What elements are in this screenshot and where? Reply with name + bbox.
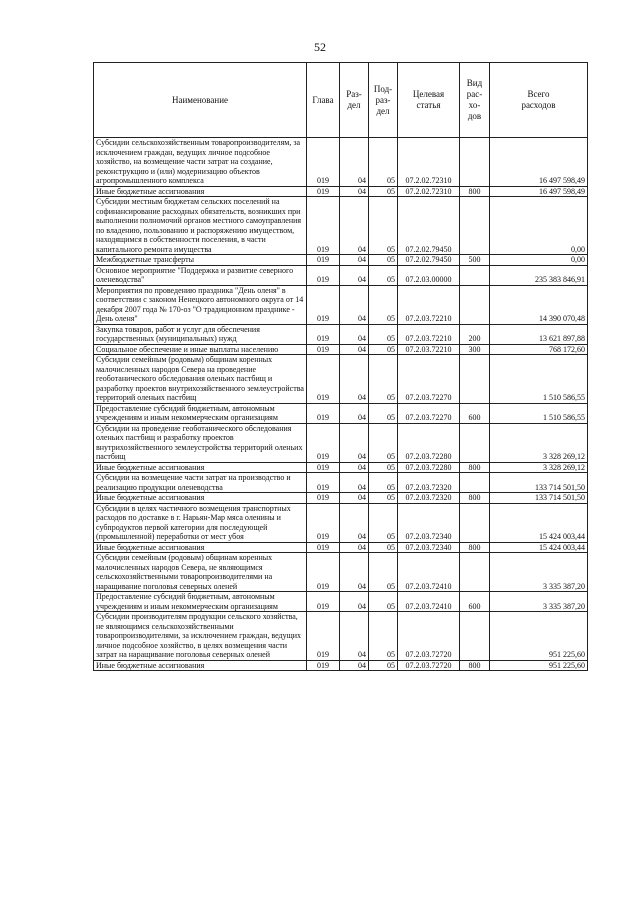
- cell-vid: 300: [460, 344, 490, 355]
- cell-razdel: 04: [340, 255, 369, 266]
- table-row: [94, 660, 588, 671]
- cell-podrazdel: 05: [369, 285, 398, 324]
- cell-vid: 600: [460, 592, 490, 612]
- cell-name: Мероприятия по проведению праздника "День оленя" в соответствии с законом Ненецкого автономного округа от 14 декабря 2007 года № 170-оз "О традиционном празднике - День оленя": [94, 285, 307, 324]
- table-row: [94, 403, 588, 423]
- cell-razdel: 04: [340, 503, 369, 542]
- cell-razdel: 04: [340, 423, 369, 462]
- cell-glava: 019: [307, 592, 340, 612]
- cell-name: Субсидии в целях частичного возмещения транспортных расходов по доставке в г. Нарьян-Мар мяса оленины и субпродуктов первой категории для последующей (промышленной) переработки от мест убоя: [94, 503, 307, 542]
- cell-razdel: 04: [340, 462, 369, 473]
- cell-glava: 019: [307, 186, 340, 197]
- cell-podrazdel: 05: [369, 542, 398, 553]
- cell-name: Иные бюджетные ассигнования: [94, 660, 307, 671]
- cell-podrazdel: 05: [369, 660, 398, 671]
- cell-name: Субсидии на возмещение части затрат на производство и реализацию продукции оленеводства: [94, 473, 307, 493]
- cell-vid: 200: [460, 324, 490, 344]
- cell-podrazdel: 05: [369, 612, 398, 661]
- cell-vid: 800: [460, 542, 490, 553]
- table-row: [94, 324, 588, 344]
- cell-target: 07.2.02.72310: [398, 186, 460, 197]
- cell-target: 07.2.03.72720: [398, 612, 460, 661]
- cell-total: 3 335 387,20: [490, 553, 588, 592]
- table-row: [94, 344, 588, 355]
- cell-target: 07.2.03.72280: [398, 423, 460, 462]
- cell-glava: 019: [307, 493, 340, 504]
- cell-podrazdel: 05: [369, 255, 398, 266]
- cell-podrazdel: 05: [369, 423, 398, 462]
- cell-podrazdel: 05: [369, 462, 398, 473]
- header-glava: Глава: [307, 63, 340, 138]
- cell-glava: 019: [307, 462, 340, 473]
- cell-glava: 019: [307, 355, 340, 404]
- cell-glava: 019: [307, 324, 340, 344]
- cell-name: Иные бюджетные ассигнования: [94, 462, 307, 473]
- cell-razdel: 04: [340, 612, 369, 661]
- cell-podrazdel: 05: [369, 503, 398, 542]
- cell-name: Иные бюджетные ассигнования: [94, 493, 307, 504]
- cell-total: 1 510 586,55: [490, 355, 588, 404]
- cell-name: Закупка товаров, работ и услуг для обеспечения государственных (муниципальных) нужд: [94, 324, 307, 344]
- cell-target: 07.2.03.72340: [398, 542, 460, 553]
- cell-target: 07.2.03.72210: [398, 324, 460, 344]
- cell-razdel: 04: [340, 285, 369, 324]
- header-name: Наименование: [94, 63, 307, 138]
- cell-total: 14 390 070,48: [490, 285, 588, 324]
- cell-total: 768 172,60: [490, 344, 588, 355]
- cell-razdel: 04: [340, 493, 369, 504]
- cell-glava: 019: [307, 285, 340, 324]
- cell-total: 951 225,60: [490, 660, 588, 671]
- cell-podrazdel: 05: [369, 473, 398, 493]
- header-razdel: Раз- дел: [340, 63, 369, 138]
- cell-target: 07.2.03.72210: [398, 285, 460, 324]
- cell-glava: 019: [307, 553, 340, 592]
- cell-name: Субсидии семейным (родовым) общинам коренных малочисленных народов Севера, не являющимся сельскохозяйственными товаропроизводителями на наращивание поголовья северных оленей: [94, 553, 307, 592]
- cell-total: 15 424 003,44: [490, 503, 588, 542]
- cell-target: 07.2.03.72270: [398, 355, 460, 404]
- cell-target: 07.2.03.72320: [398, 473, 460, 493]
- cell-vid: [460, 138, 490, 187]
- cell-total: 235 383 846,91: [490, 265, 588, 285]
- budget-table: [93, 62, 588, 671]
- cell-glava: 019: [307, 265, 340, 285]
- cell-target: 07.2.03.72280: [398, 462, 460, 473]
- cell-razdel: 04: [340, 473, 369, 493]
- table-row: [94, 592, 588, 612]
- cell-vid: 800: [460, 493, 490, 504]
- cell-target: 07.2.02.72310: [398, 138, 460, 187]
- cell-razdel: 04: [340, 186, 369, 197]
- table-row: [94, 503, 588, 542]
- cell-vid: 800: [460, 186, 490, 197]
- cell-name: Субсидии сельскохозяйственным товаропроизводителям, за исключением граждан, ведущих личное подсобное хозяйство, на возмещение части затрат на создание, реконструкцию и (или) модернизацию объектов агропромышленного комплекса: [94, 138, 307, 187]
- table-row: [94, 285, 588, 324]
- cell-glava: 019: [307, 138, 340, 187]
- cell-razdel: 04: [340, 660, 369, 671]
- cell-target: 07.2.03.00000: [398, 265, 460, 285]
- cell-name: Основное мероприятие "Поддержка и развитие северного оленеводства": [94, 265, 307, 285]
- cell-vid: [460, 503, 490, 542]
- cell-podrazdel: 05: [369, 265, 398, 285]
- cell-target: 07.2.03.72720: [398, 660, 460, 671]
- cell-total: 15 424 003,44: [490, 542, 588, 553]
- cell-razdel: 04: [340, 553, 369, 592]
- cell-vid: [460, 197, 490, 255]
- cell-name: Межбюджетные трансферты: [94, 255, 307, 266]
- cell-total: 133 714 501,50: [490, 473, 588, 493]
- cell-name: Иные бюджетные ассигнования: [94, 542, 307, 553]
- cell-razdel: 04: [340, 265, 369, 285]
- cell-vid: [460, 423, 490, 462]
- cell-podrazdel: 05: [369, 493, 398, 504]
- cell-target: 07.2.02.79450: [398, 255, 460, 266]
- cell-glava: 019: [307, 423, 340, 462]
- cell-target: 07.2.03.72320: [398, 493, 460, 504]
- cell-podrazdel: 05: [369, 138, 398, 187]
- cell-target: 07.2.03.72410: [398, 553, 460, 592]
- header-total: Всего расходов: [490, 63, 588, 138]
- table-row: [94, 542, 588, 553]
- cell-total: 0,00: [490, 255, 588, 266]
- cell-total: 1 510 586,55: [490, 403, 588, 423]
- cell-vid: [460, 473, 490, 493]
- table-row: [94, 138, 588, 187]
- cell-razdel: 04: [340, 403, 369, 423]
- table-row: [94, 355, 588, 404]
- cell-glava: 019: [307, 473, 340, 493]
- cell-target: 07.2.03.72410: [398, 592, 460, 612]
- cell-razdel: 04: [340, 324, 369, 344]
- cell-target: 07.2.03.72210: [398, 344, 460, 355]
- cell-total: 133 714 501,50: [490, 493, 588, 504]
- cell-name: Субсидии производителям продукции сельского хозяйства, не являющимся сельскохозяйственными товаропроизводителями, за исключением граждан, ведущих личное подсобное хозяйство, в целях возмещения части затрат на наращивание поголовья северных оленей: [94, 612, 307, 661]
- cell-name: Иные бюджетные ассигнования: [94, 186, 307, 197]
- table-row: [94, 612, 588, 661]
- page-number: 52: [314, 40, 326, 54]
- cell-podrazdel: 05: [369, 592, 398, 612]
- cell-podrazdel: 05: [369, 197, 398, 255]
- cell-name: Субсидии семейным (родовым) общинам коренных малочисленных народов Севера на проведение геоботанического обследования оленьих пастбищ и разработку проектов внутрихозяйственного землеустройства территорий оленьих пастбищ: [94, 355, 307, 404]
- cell-razdel: 04: [340, 355, 369, 404]
- cell-target: 07.2.02.79450: [398, 197, 460, 255]
- table-row: [94, 197, 588, 255]
- cell-total: 3 328 269,12: [490, 462, 588, 473]
- cell-vid: [460, 285, 490, 324]
- cell-target: 07.2.03.72340: [398, 503, 460, 542]
- cell-razdel: 04: [340, 592, 369, 612]
- cell-podrazdel: 05: [369, 403, 398, 423]
- cell-vid: 500: [460, 255, 490, 266]
- cell-total: 13 621 897,88: [490, 324, 588, 344]
- cell-name: Предоставление субсидий бюджетным, автономным учреждениям и иным некоммерческим организациям: [94, 403, 307, 423]
- table-row: [94, 553, 588, 592]
- cell-razdel: 04: [340, 542, 369, 553]
- table-row: [94, 255, 588, 266]
- cell-vid: [460, 355, 490, 404]
- cell-total: 0,00: [490, 197, 588, 255]
- cell-total: 16 497 598,49: [490, 186, 588, 197]
- cell-total: 3 335 387,20: [490, 592, 588, 612]
- table-row: [94, 493, 588, 504]
- table-body: [94, 138, 588, 671]
- cell-name: Субсидии на проведение геоботанического обследования оленьих пастбищ и разработку проектов внутрихозяйственного землеустройства территорий оленьих пастбищ: [94, 423, 307, 462]
- header-podrazdel: Под- раз- дел: [369, 63, 398, 138]
- cell-name: Предоставление субсидий бюджетным, автономным учреждениям и иным некоммерческим организациям: [94, 592, 307, 612]
- cell-glava: 019: [307, 612, 340, 661]
- header-vid: Вид рас- хо- дов: [460, 63, 490, 138]
- cell-razdel: 04: [340, 344, 369, 355]
- cell-podrazdel: 05: [369, 553, 398, 592]
- cell-razdel: 04: [340, 197, 369, 255]
- table-header-row: [94, 63, 588, 138]
- cell-total: 16 497 598,49: [490, 138, 588, 187]
- table-row: [94, 423, 588, 462]
- cell-glava: 019: [307, 255, 340, 266]
- cell-glava: 019: [307, 197, 340, 255]
- table-row: [94, 473, 588, 493]
- cell-vid: 800: [460, 660, 490, 671]
- cell-total: 3 328 269,12: [490, 423, 588, 462]
- header-target: Целевая статья: [398, 63, 460, 138]
- cell-target: 07.2.03.72270: [398, 403, 460, 423]
- cell-podrazdel: 05: [369, 186, 398, 197]
- cell-glava: 019: [307, 503, 340, 542]
- cell-podrazdel: 05: [369, 344, 398, 355]
- cell-vid: [460, 265, 490, 285]
- cell-razdel: 04: [340, 138, 369, 187]
- cell-total: 951 225,60: [490, 612, 588, 661]
- cell-vid: 800: [460, 462, 490, 473]
- table-row: [94, 186, 588, 197]
- cell-glava: 019: [307, 344, 340, 355]
- cell-podrazdel: 05: [369, 355, 398, 404]
- cell-name: Социальное обеспечение и иные выплаты населению: [94, 344, 307, 355]
- table-row: [94, 462, 588, 473]
- cell-vid: 600: [460, 403, 490, 423]
- table-row: [94, 265, 588, 285]
- cell-vid: [460, 612, 490, 661]
- cell-glava: 019: [307, 403, 340, 423]
- cell-podrazdel: 05: [369, 324, 398, 344]
- cell-name: Субсидии местным бюджетам сельских поселений на софинансирование расходных обязательств, возникших при выполнении полномочий органов местного самоуправления по владению, пользованию и распоряжению имуществом, находящимся в собственности поселения, в части капитального ремонта имущества: [94, 197, 307, 255]
- cell-glava: 019: [307, 542, 340, 553]
- cell-glava: 019: [307, 660, 340, 671]
- cell-vid: [460, 553, 490, 592]
